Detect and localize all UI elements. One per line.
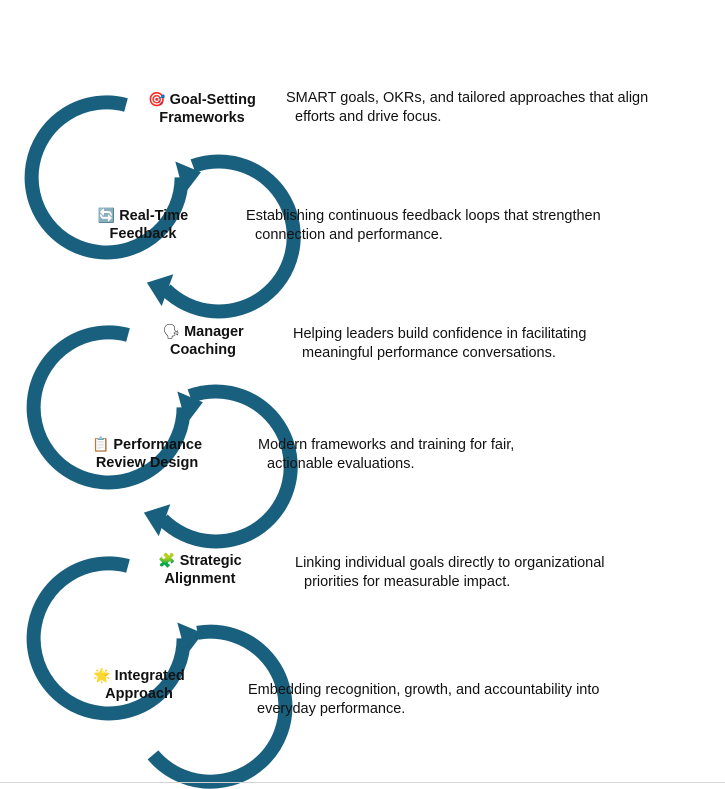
step-title-line2: Feedback [109, 226, 177, 242]
step-desc-goal-setting [286, 89, 648, 127]
step-title-integrated-approach [76, 666, 202, 703]
step-title-real-time-feedback [78, 206, 208, 243]
step-title-line2: Alignment [164, 571, 236, 587]
step-title-line1: Real-Time [119, 208, 189, 224]
clipboard-icon: 📋 [91, 436, 110, 452]
step-desc-manager-coaching [293, 325, 586, 363]
step-title-line2: Review Design [95, 455, 199, 471]
step-desc-line2: actionable evaluations. [267, 456, 415, 472]
step-desc-strategic-alignment [295, 554, 605, 592]
step-desc-integrated-approach [248, 681, 599, 719]
step-desc-real-time-feedback [246, 207, 601, 245]
bottom-divider [0, 782, 725, 783]
step-title-line2: Frameworks [159, 110, 245, 126]
step-desc-line1: Establishing continuous feedback loops that strengthen [246, 208, 601, 224]
sun-icon: 🌟 [93, 667, 111, 683]
step-desc-line2: priorities for measurable impact. [304, 574, 511, 590]
step-desc-line2: meaningful performance conversations. [302, 345, 556, 361]
step-title-strategic-alignment [136, 551, 264, 588]
step-desc-performance-review-design [258, 436, 514, 474]
puzzle-icon: 🧩 [158, 552, 176, 568]
speaking-head-icon: 🗣 [162, 323, 181, 339]
target-icon: 🎯 [148, 91, 166, 107]
step-title-goal-setting [132, 90, 272, 127]
step-desc-line2: efforts and drive focus. [295, 109, 442, 125]
refresh-icon: 🔄 [97, 207, 116, 223]
step-title-line1: Strategic [179, 553, 242, 569]
step-desc-line2: everyday performance. [257, 701, 406, 717]
step-desc-line1: Modern frameworks and training for fair, [258, 437, 515, 453]
step-title-manager-coaching [140, 322, 266, 359]
step-title-line1: Manager [184, 324, 244, 340]
step-title-line1: Goal-Setting [169, 92, 256, 108]
step-desc-line1: Helping leaders build confidence in facilitating [293, 326, 587, 342]
step-title-performance-review-design [72, 435, 222, 472]
step-desc-line2: connection and performance. [255, 227, 443, 243]
step-title-line2: Approach [105, 686, 173, 702]
step-title-line1: Integrated [114, 668, 185, 684]
step-title-line1: Performance [113, 437, 203, 453]
step-desc-line1: SMART goals, OKRs, and tailored approaches that align [286, 90, 649, 106]
step-desc-line1: Linking individual goals directly to organizational [295, 555, 605, 571]
step-desc-line1: Embedding recognition, growth, and accountability into [248, 682, 600, 698]
step-title-line2: Coaching [169, 342, 237, 358]
